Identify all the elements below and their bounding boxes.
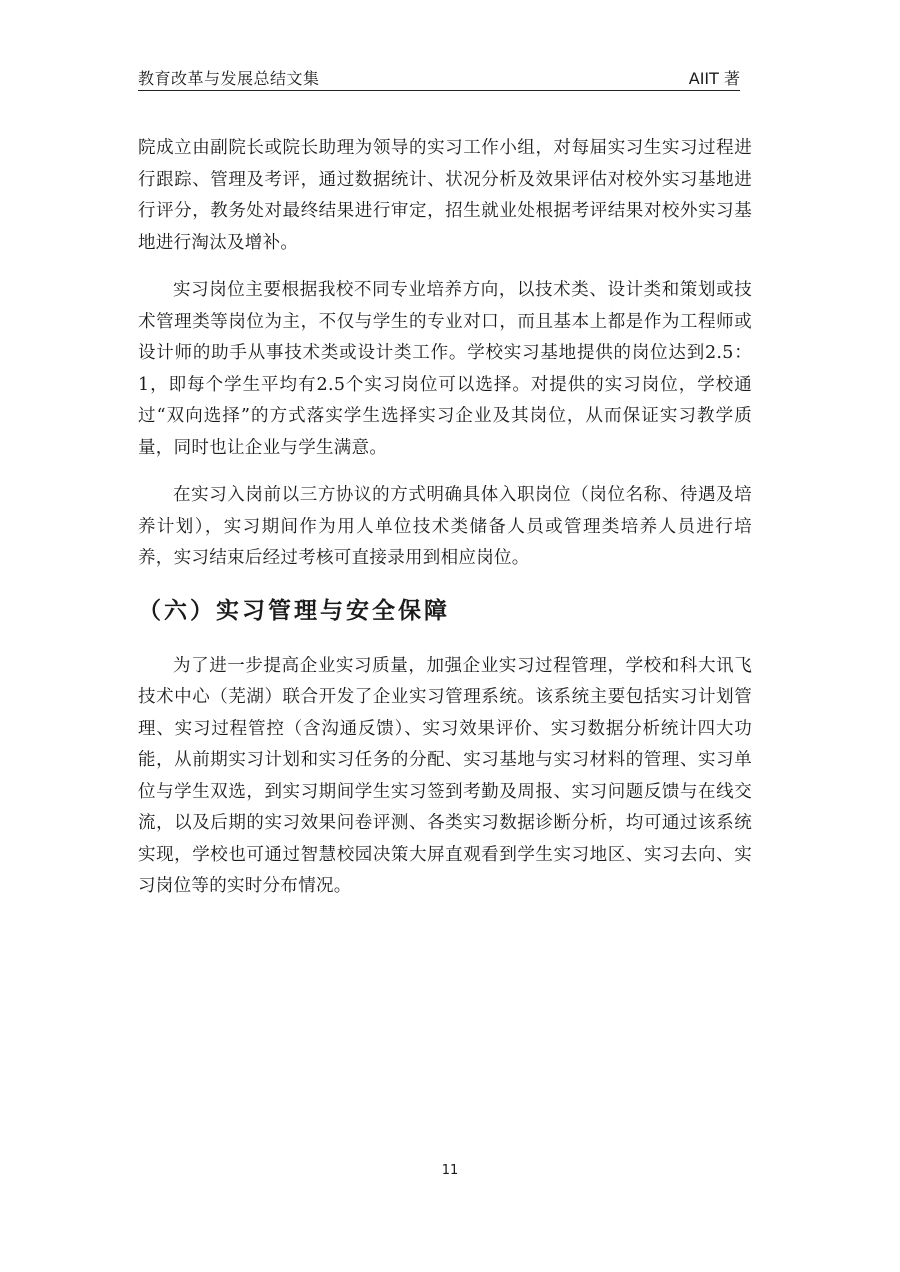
paragraph-management-system: 为了进一步提高企业实习质量，加强企业实习过程管理，学校和科大讯飞技术中心（芜湖）联合开发了企业实习管理系统。该系统主要包括实习计划管理、实习过程管控（含沟通反馈）、实习效果评价、实习数据分析统计四大功能，从前期实习计划和实习任务的分配、实习基地与实习材料的管理、实习单位与学生双选，到实习期间学生实习签到考勤及周报、实习问题反馈与在线交流，以及后期的实习效果问卷评测、各类实习数据诊断分析，均可通过该系统实现，学校也可通过智慧校园决策大屏直观看到学生实习地区、实习去向、实习岗位等的实时分布情况。	[138, 655, 752, 896]
paragraph-tripartite-agreement: 在实习入岗前以三方协议的方式明确具体入职岗位（岗位名称、待遇及培养计划），实习期间作为用人单位技术类储备人员或管理类培养人员进行培养，实习结束后经过考核可直接录用到相应岗位。	[138, 485, 752, 568]
paragraph-continued: 院成立由副院长或院长助理为领导的实习工作小组，对每届实习生实习过程进行跟踪、管理及考评，通过数据统计、状况分析及效果评估对校外实习基地进行评分，教务处对最终结果进行审定，招生就业处根据考评结果对校外实习基地进行淘汰及增补。	[138, 138, 752, 253]
header-book-title: 教育改革与发展总结文集	[138, 69, 320, 88]
paragraph-internship-positions: 实习岗位主要根据我校不同专业培养方向，以技术类、设计类和策划或技术管理类等岗位为主，不仅与学生的专业对口，而且基本上都是作为工程师或设计师的助手从事技术类或设计类工作。学校实习基地提供的岗位达到2.5：1，即每个学生平均有2.5个实习岗位可以选择。对提供的实习岗位，学校通过“双向选择”的方式落实学生选择实习企业及其岗位，从而保证实习教学质量，同时也让企业与学生满意。	[138, 280, 752, 458]
body-text	[138, 133, 752, 919]
page-number: 11	[441, 1163, 459, 1178]
header-author: AIIT 著	[688, 69, 740, 88]
section-heading: （六）实习管理与安全保障	[138, 596, 450, 624]
running-header	[138, 64, 740, 91]
